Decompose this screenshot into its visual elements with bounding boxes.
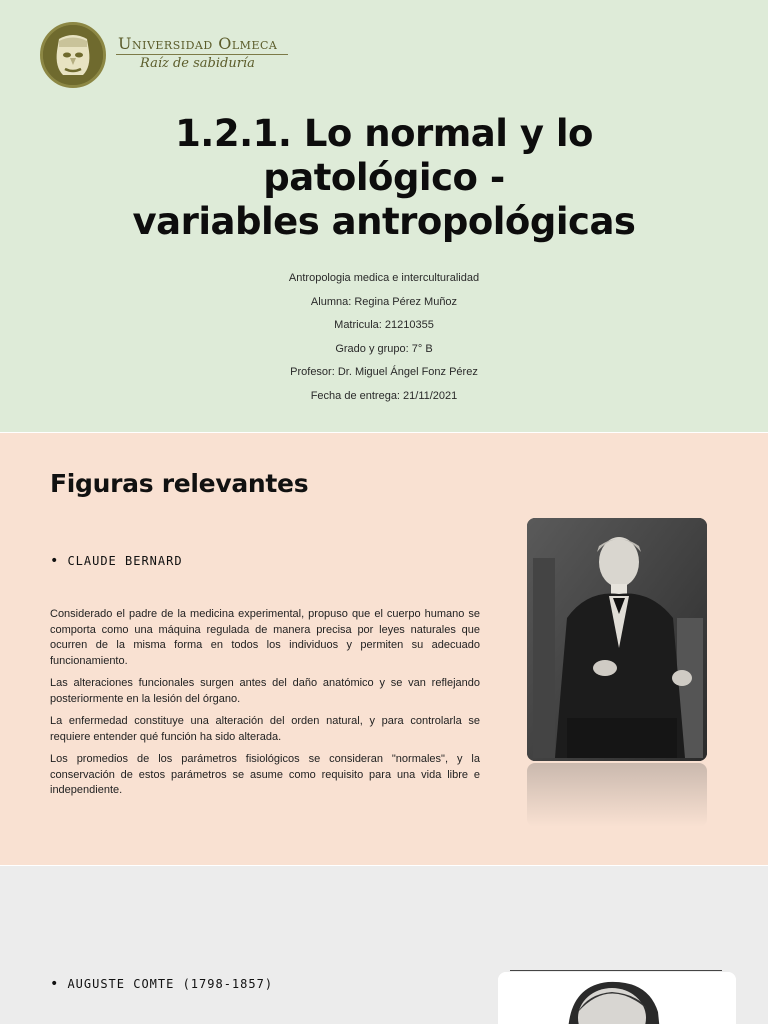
olmeca-head-logo-icon	[40, 22, 106, 88]
due-date: Fecha de entrega: 21/11/2021	[310, 389, 458, 402]
claude-bernard-portrait-icon	[527, 518, 707, 761]
portrait-reflection	[527, 763, 707, 827]
student-name: Alumna: Regina Pérez Muñoz	[310, 295, 458, 308]
person-name: CLAUDE BERNARD	[67, 554, 183, 568]
paragraph: Las alteraciones funcionales surgen antes del daño anatómico y se van reflejando posteriormente en la lesión del órgano.	[50, 677, 480, 705]
grade-group: Grado y grupo: 7° B	[335, 342, 433, 355]
description-text	[50, 607, 480, 806]
university-tagline: Raíz de sabiduría	[140, 56, 255, 71]
auguste-comte-portrait-icon	[498, 972, 736, 1024]
paragraph: Considerado el padre de la medicina experimental, propuso que el cuerpo humano se comporta como una máquina regulada de manera precisa por leyes naturales que ocurren de la misma forma en todos los individuos y permiten su adecuado funcionamiento.	[50, 608, 480, 667]
university-name: Universidad Olmeca	[118, 34, 278, 53]
figures-slide	[0, 433, 768, 865]
page-title	[40, 112, 728, 244]
paragraph: La enfermedad constituye una alteración del orden natural, y para controlarla se requiere entender qué función ha sido alterada.	[50, 715, 480, 743]
title-line: variables antropológicas	[132, 200, 636, 243]
title-line: patológico -	[263, 156, 505, 199]
title-line: 1.2.1. Lo normal y lo	[175, 112, 593, 155]
course-name: Antropologia medica e interculturalidad	[288, 272, 480, 284]
bullet-icon: •	[50, 553, 60, 569]
portrait-top-rule	[510, 970, 722, 971]
logo-divider	[116, 54, 288, 55]
assignment-info	[134, 268, 634, 410]
professor-name: Profesor: Dr. Miguel Ángel Fonz Pérez	[290, 366, 478, 379]
comte-slide	[0, 866, 768, 1024]
title-slide	[0, 0, 768, 432]
paragraph: Los promedios de los parámetros fisiológicos se consideran "normales", y la conservación de estos parámetros se asume como requisito para una vida libre e independiente.	[50, 753, 480, 796]
person-name-bullet	[50, 976, 273, 992]
bullet-icon: •	[50, 976, 60, 992]
person-name: AUGUSTE COMTE (1798-1857)	[67, 977, 274, 991]
section-title: Figuras relevantes	[50, 469, 309, 498]
person-name-bullet	[50, 553, 183, 569]
student-id: Matricula: 21210355	[334, 319, 434, 332]
